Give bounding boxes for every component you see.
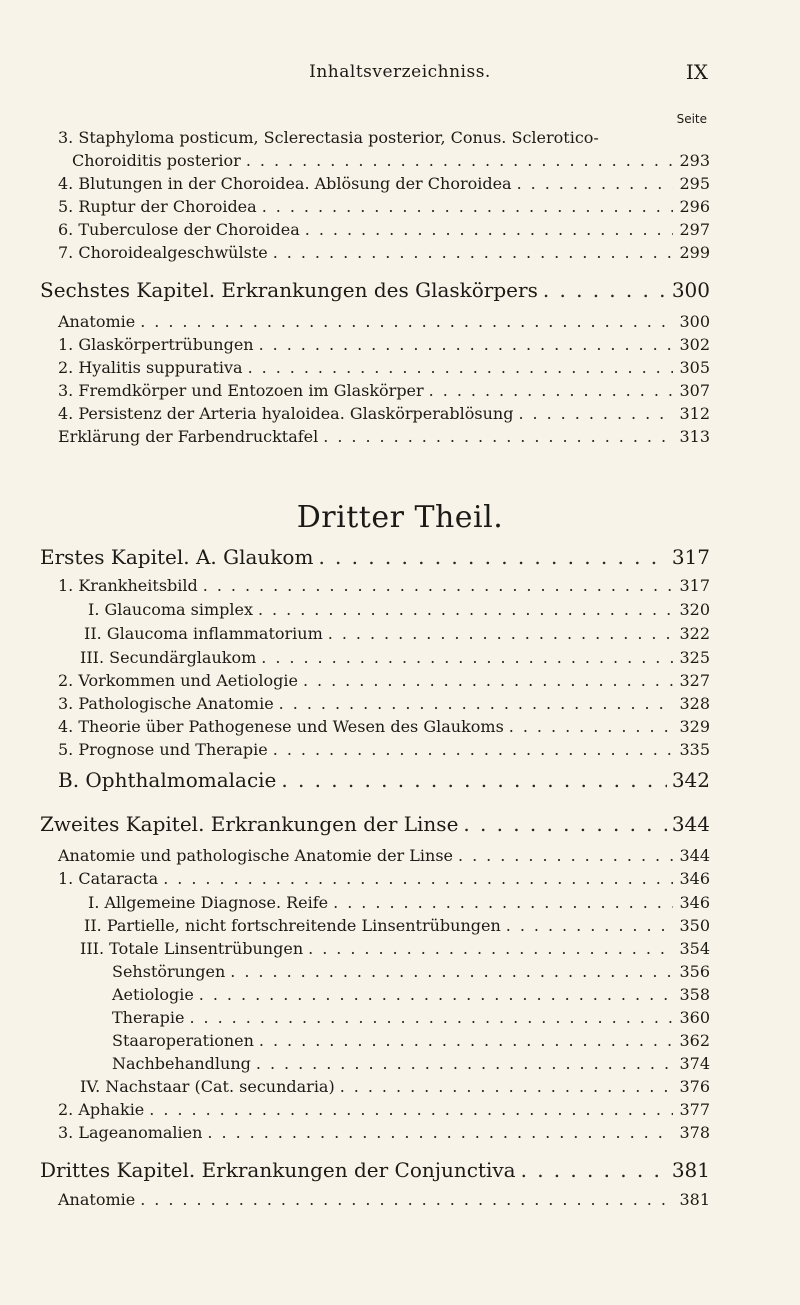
toc-entry-page: 381 [679, 1190, 710, 1209]
toc-entry-page: 374 [679, 1054, 710, 1073]
toc-entry [84, 916, 710, 936]
toc-entry-label: 4. Blutungen in der Choroidea. Ablösung der Choroidea [58, 174, 512, 193]
leader-dots [273, 740, 673, 760]
toc-entry-label: 1. Glaskörpertrübungen [58, 335, 254, 354]
toc-entry-label: 2. Aphakie [58, 1100, 145, 1119]
toc-entry-page: 335 [679, 740, 710, 759]
part-heading: Dritter Theil. [296, 500, 504, 535]
leader-dots [506, 916, 673, 936]
toc-entry-label: 1. Cataracta [58, 869, 159, 888]
toc-entry-label: IV. Nachstaar (Cat. secundaria) [80, 1077, 335, 1096]
page-number: IX [685, 60, 708, 84]
toc-entry-page: 299 [679, 243, 710, 262]
toc-entry [112, 1054, 710, 1074]
toc-entry-label: 4. Persistenz der Arteria hyaloidea. Glaskörperablösung [58, 404, 514, 423]
toc-entry-page: 296 [679, 197, 710, 216]
leader-dots [521, 1158, 667, 1182]
chapter-title: Sechstes Kapitel. Erkrankungen des Glaskörpers [40, 278, 538, 302]
toc-entry-label: II. Partielle, nicht fortschreitende Linsentrübungen [84, 916, 501, 935]
toc-entry-label: 5. Ruptur der Choroidea [58, 197, 257, 216]
toc-entry [58, 358, 710, 378]
leader-dots [308, 939, 673, 959]
toc-entry [58, 1123, 710, 1143]
toc-entry [58, 846, 710, 866]
toc-entry [58, 869, 710, 889]
chapter-page: 300 [671, 278, 710, 302]
chapter-title: B. Ophthalmomalacie [58, 768, 277, 792]
leader-dots [333, 893, 673, 913]
toc-entry [58, 740, 710, 760]
chapter-page: 342 [671, 768, 710, 792]
toc-entry-page: 354 [679, 939, 710, 958]
toc-entry-page: 356 [679, 962, 710, 981]
toc-entry [58, 404, 710, 424]
toc-entry [58, 220, 710, 240]
toc-entry-page: 327 [679, 671, 710, 690]
running-header-title: Inhaltsverzeichniss. [309, 62, 491, 82]
leader-dots [258, 600, 673, 620]
chapter-heading [40, 278, 710, 302]
chapter-page: 317 [671, 545, 710, 569]
toc-entry-page: 360 [679, 1008, 710, 1027]
toc-entry-label: III. Secundärglaukom [80, 648, 257, 667]
toc-entry [80, 648, 710, 668]
toc-entry [112, 1008, 710, 1028]
leader-dots [328, 624, 673, 644]
toc-entry-label: 3. Fremdkörper und Entozoen im Glaskörper [58, 381, 424, 400]
toc-entry-page: 322 [679, 624, 710, 643]
leader-dots [199, 985, 673, 1005]
toc-entry [58, 381, 710, 401]
leader-dots [259, 1031, 673, 1051]
toc-entry-label: 2. Hyalitis suppurativa [58, 358, 243, 377]
toc-entry-page: 302 [679, 335, 710, 354]
toc-entry [112, 1031, 710, 1051]
toc-entry [58, 335, 710, 355]
toc-entry-label: Staaroperationen [112, 1031, 254, 1050]
toc-entry-label: II. Glaucoma inflammatorium [84, 624, 323, 643]
leader-dots [140, 1190, 673, 1210]
toc-entry-page: 344 [679, 846, 710, 865]
leader-dots [189, 1008, 673, 1028]
toc-entry [58, 717, 710, 737]
leader-dots [458, 846, 673, 866]
toc-entry-page: 293 [679, 151, 710, 170]
leader-dots [262, 197, 673, 217]
leader-dots [256, 1054, 673, 1074]
leader-dots [429, 381, 673, 401]
toc-entry-label: Erklärung der Farbendrucktafel [58, 427, 319, 446]
toc-entry-label: 5. Prognose und Therapie [58, 740, 268, 759]
leader-dots [207, 1123, 673, 1143]
toc-entry-label: 3. Pathologische Anatomie [58, 694, 274, 713]
toc-entry-page: 320 [679, 600, 710, 619]
chapter-heading [40, 545, 710, 569]
toc-entry-page: 307 [679, 381, 710, 400]
chapter-heading [40, 1158, 710, 1182]
toc-entry-page: 358 [679, 985, 710, 1004]
leader-dots [463, 812, 666, 836]
toc-entry-label: 4. Theorie über Pathogenese und Wesen des Glaukoms [58, 717, 504, 736]
toc-entry-label: Nachbehandlung [112, 1054, 251, 1073]
toc-entry [80, 939, 710, 959]
toc-entry-page: 297 [679, 220, 710, 239]
toc-entry-page: 350 [679, 916, 710, 935]
toc-entry-page: 346 [679, 893, 710, 912]
leader-dots [140, 312, 673, 332]
toc-entry-page: 328 [679, 694, 710, 713]
toc-entry [58, 1190, 710, 1210]
toc-entry-line: 3. Staphyloma posticum, Sclerectasia posterior, Conus. Sclerotico- [58, 128, 599, 147]
toc-entry-page: 317 [679, 576, 710, 595]
toc-entry-label: III. Totale Linsentrübungen [80, 939, 304, 958]
toc-entry-page: 329 [679, 717, 710, 736]
leader-dots [543, 278, 667, 302]
toc-entry [58, 694, 710, 714]
toc-entry-page: 376 [679, 1077, 710, 1096]
toc-entry [58, 1100, 710, 1120]
leader-dots [149, 1100, 673, 1120]
toc-entry-label: I. Allgemeine Diagnose. Reife [88, 893, 329, 912]
toc-entry-label: 3. Lageanomalien [58, 1123, 203, 1142]
toc-entry-label: 1. Krankheitsbild [58, 576, 198, 595]
leader-dots [279, 694, 673, 714]
leader-dots [340, 1077, 673, 1097]
toc-entry-page: 377 [679, 1100, 710, 1119]
toc-entry [112, 985, 710, 1005]
toc-entry-page: 312 [679, 404, 710, 423]
toc-entry [72, 151, 710, 171]
toc-entry-label: I. Glaucoma simplex [88, 600, 253, 619]
leader-dots [273, 243, 673, 263]
leader-dots [318, 545, 666, 569]
toc-entry-page: 300 [679, 312, 710, 331]
chapter-page: 381 [671, 1158, 710, 1182]
toc-entry-label: Therapie [112, 1008, 185, 1027]
leader-dots [305, 220, 673, 240]
chapter-heading [58, 768, 710, 792]
leader-dots [261, 648, 673, 668]
toc-entry-page: 378 [679, 1123, 710, 1142]
toc-entry [58, 312, 710, 332]
toc-entry-page: 325 [679, 648, 710, 667]
toc-entry [112, 962, 710, 982]
toc-entry-label: Sehstörungen [112, 962, 226, 981]
toc-entry [84, 624, 710, 644]
leader-dots [248, 358, 673, 378]
toc-entry-label: Anatomie [58, 1190, 136, 1209]
leader-dots [230, 962, 673, 982]
toc-entry-label: 2. Vorkommen und Aetiologie [58, 671, 298, 690]
toc-entry [58, 197, 710, 217]
chapter-title: Erstes Kapitel. A. Glaukom [40, 545, 314, 569]
toc-entry [58, 174, 710, 194]
leader-dots [259, 335, 673, 355]
leader-dots [509, 717, 673, 737]
leader-dots [517, 174, 673, 194]
leader-dots [323, 427, 673, 447]
leader-dots [163, 869, 673, 889]
toc-entry-label: Choroiditis posterior [72, 151, 241, 170]
toc-entry-page: 346 [679, 869, 710, 888]
toc-entry-page: 295 [679, 174, 710, 193]
toc-entry-label: Anatomie und pathologische Anatomie der Linse [58, 846, 454, 865]
leader-dots [281, 768, 666, 792]
toc-entry-label: Aetiologie [112, 985, 194, 1004]
page-column-label: Seite [676, 112, 707, 126]
toc-entry-label: 7. Choroidealgeschwülste [58, 243, 268, 262]
chapter-title: Zweites Kapitel. Erkrankungen der Linse [40, 812, 459, 836]
toc-entry [58, 671, 710, 691]
toc-entry [58, 243, 710, 263]
toc-entry-label: Anatomie [58, 312, 136, 331]
toc-entry [88, 600, 710, 620]
leader-dots [518, 404, 673, 424]
toc-entry [58, 427, 710, 447]
chapter-heading [40, 812, 710, 836]
toc-entry-page: 305 [679, 358, 710, 377]
toc-entry [88, 893, 710, 913]
leader-dots [303, 671, 673, 691]
leader-dots [203, 576, 673, 596]
toc-entry-label: 6. Tuberculose der Choroidea [58, 220, 300, 239]
toc-entry [80, 1077, 710, 1097]
chapter-page: 344 [671, 812, 710, 836]
chapter-title: Drittes Kapitel. Erkrankungen der Conjunctiva [40, 1158, 516, 1182]
toc-entry-page: 362 [679, 1031, 710, 1050]
toc-entry [58, 576, 710, 596]
toc-entry-page: 313 [679, 427, 710, 446]
leader-dots [246, 151, 673, 171]
